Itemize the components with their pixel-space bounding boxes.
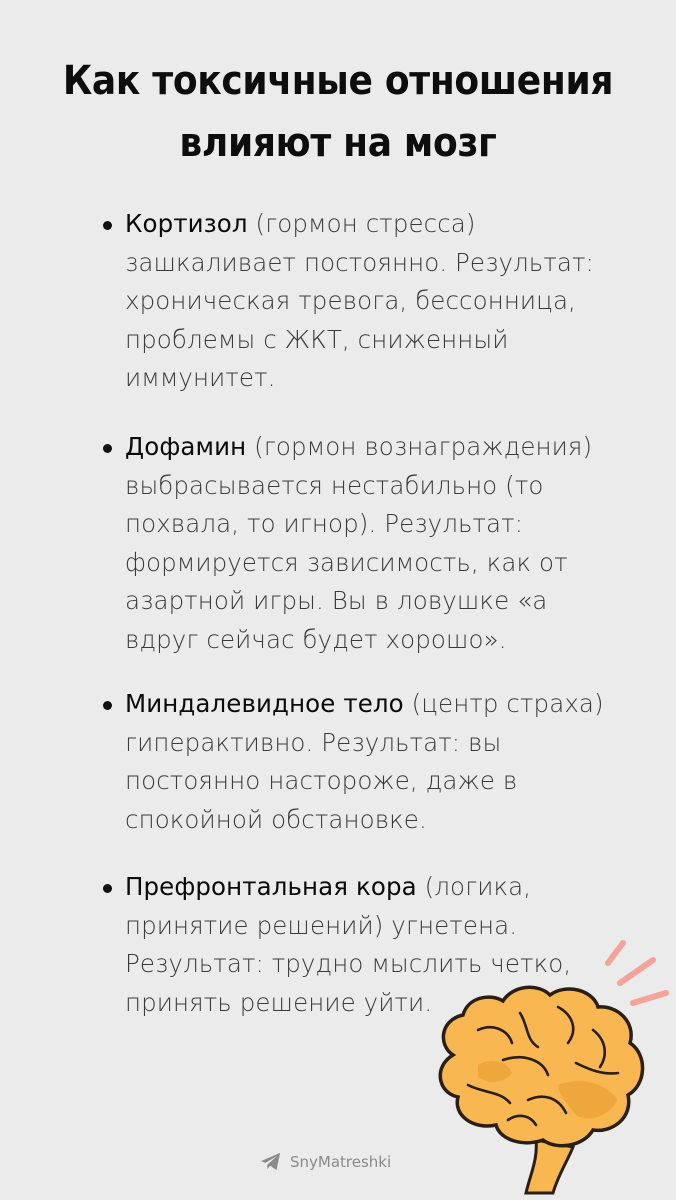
item-term: Префронтальная кора bbox=[125, 872, 417, 901]
list-item-dopamine bbox=[125, 428, 605, 660]
item-text: (логика, принятие решений) угнетена. Результат: трудно мыслить четко, принять решение уйти. bbox=[125, 872, 572, 1017]
footer-handle: SnyMatreshki bbox=[290, 1153, 392, 1171]
item-term: Дофамин bbox=[125, 432, 247, 461]
list-item-amygdala bbox=[125, 685, 605, 839]
list-item-cortisol bbox=[125, 205, 605, 398]
telegram-icon bbox=[260, 1152, 282, 1172]
spark-lines bbox=[608, 943, 666, 1003]
item-term: Миндалевидное тело bbox=[125, 689, 404, 718]
item-text: (гормон стресса) зашкаливает постоянно. Результат: хроническая тревога, бессонница, проблемы с ЖКТ, сниженный иммунитет. bbox=[125, 209, 594, 393]
title-line-1: Как токсичные отношения bbox=[62, 58, 614, 104]
item-text: (центр страха) гиперактивно. Результат: вы постоянно настороже, даже в спокойной обстановке. bbox=[125, 689, 604, 834]
brain-icon bbox=[408, 935, 676, 1200]
footer-credit bbox=[260, 1150, 391, 1174]
item-text: (гормон вознаграждения) выбрасывается нестабильно (то похвала, то игнор). Результат: формируется зависимость, как от азартной игры. Вы в ловушке «а вдруг сейчас будет хорошо». bbox=[125, 432, 593, 654]
title-line-2: влияют на мозг bbox=[179, 120, 497, 166]
item-term: Кортизол bbox=[125, 209, 248, 238]
